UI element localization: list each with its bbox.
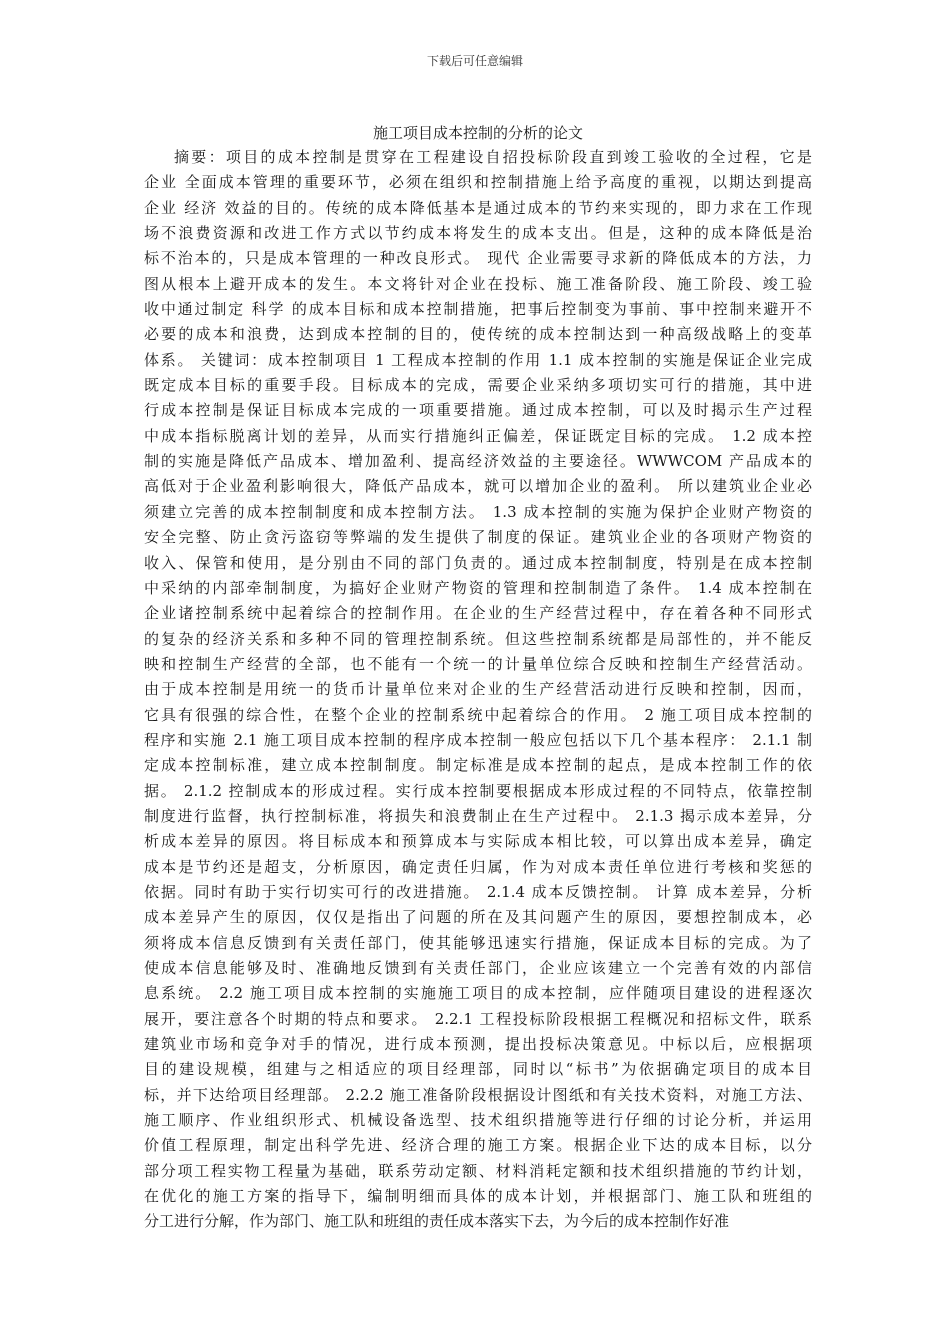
document-paragraph [144,145,812,1235]
text-line: 分工进行分解，作为部门、施工队和班组的责任成本落实下去，为今后的成本控制作好准 [144,1212,730,1231]
text-line: 目的建设规模，组建与之相适应的项目经理部，同时以“标书”为依据确定项目的成本目 [144,1060,812,1079]
text-line: 价值工程原理，制定出科学先进、经济合理的施工方案。根据企业下达的成本目标，以分 [144,1136,812,1155]
document-title: 施工项目成本控制的分析的论文 [372,124,583,142]
text-line: 场不浪费资源和改进工作方式以节约成本将发生的成本支出。但是，这种的成本降低是治 [144,224,812,243]
text-line: 映和控制生产经营的全部，也不能有一个统一的计量单位综合反映和控制生产经营活动。 [144,654,812,673]
text-line: 程序和实施 2.1 施工项目成本控制的程序成本控制一般应包括以下几个基本程序： 2.1.1 制 [144,730,812,749]
text-line: 析成本差异的原因。将目标成本和预算成本与实际成本相比较，可以算出成本差异，确定 [144,832,812,851]
text-line: 收入、保管和使用，是分别由不同的部门负责的。通过成本控制制度，特别是在成本控制 [144,553,812,572]
text-line: 中采纳的内部牵制制度，为搞好企业财产物资的管理和控制制造了条件。 1.4 成本控制在 [144,578,812,597]
text-line: 体系。 关键词：成本控制项目 1 工程成本控制的作用 1.1 成本控制的实施是保证企业完成 [144,350,812,369]
text-line: 制度进行监督，执行控制标准，将损失和浪费制止在生产过程中。 2.1.3 揭示成本差异，分 [144,806,812,825]
text-line: 企业诸控制系统中起着综合的控制作用。在企业的生产经营过程中，存在着各种不同形式 [144,604,812,623]
text-line: 的复杂的经济关系和多种不同的管理控制系统。但这些控制系统都是局部性的，并不能反 [144,629,812,648]
text-line: 成本是节约还是超支，分析原因，确定责任归属，作为对成本责任单位进行考核和奖惩的 [144,857,812,876]
text-line: 标不治本的，只是成本管理的一种改良形式。 现代 企业需要寻求新的降低成本的方法，力 [144,249,812,268]
text-line: 部分项工程实物工程量为基础，联系劳动定额、材料消耗定额和技术组织措施的节约计划， [144,1161,812,1180]
text-line: 息系统。 2.2 施工项目成本控制的实施施工项目的成本控制，应伴随项目建设的进程逐次 [144,984,812,1003]
text-line: 制的实施是降低产品成本、增加盈利、提高经济效益的主要途径。WWWCOM 产品成本的 [144,452,812,471]
text-line: 企业 经济 效益的目的。传统的成本降低基本是通过成本的节约来实现的，即力求在工作现 [144,198,812,217]
document-body [144,121,812,1235]
text-line: 企业 全面成本管理的重要环节，必须在组织和控制措施上给予高度的重视，以期达到提高 [144,173,812,192]
text-line: 行成本控制是保证目标成本完成的一项重要措施。通过成本控制，可以及时揭示生产过程 [144,401,812,420]
text-line: 使成本信息能够及时、准确地反馈到有关责任部门，企业应该建立一个完善有效的内部信 [144,959,812,977]
text-line: 摘要：项目的成本控制是贯穿在工程建设自招投标阶段直到竣工验收的全过程，它是 [174,148,812,166]
text-line: 须建立完善的成本控制制度和成本控制方法。 1.3 成本控制的实施为保护企业财产物资的 [144,502,812,521]
text-line: 必要的成本和浪费，达到成本控制的目的，使传统的成本控制达到一种高级战略上的变革 [144,325,812,344]
text-line: 既定成本目标的重要手段。目标成本的完成，需要企业采纳多项切实可行的措施，其中进 [144,376,812,395]
text-line: 须将成本信息反馈到有关责任部门，使其能够迅速实行措施，保证成本目标的完成。为了 [144,933,812,952]
text-line: 高低对于企业盈利影响很大，降低产品成本，就可以增加企业的盈利。 所以建筑业企业必 [144,477,812,496]
text-line: 依据。同时有助于实行切实可行的改进措施。 2.1.4 成本反馈控制。 计算 成本差异，分析 [144,882,812,901]
page-header-note: 下载后可任意编辑 [426,54,523,68]
text-line: 标，并下达给项目经理部。 2.2.2 施工准备阶段根据设计图纸和有关技术资料，对施工方法、 [144,1085,812,1104]
text-line: 定成本控制标准，建立成本控制制度。制定标准是成本控制的起点，是成本控制工作的依 [144,756,812,775]
text-line: 在优化的施工方案的指导下，编制明细而具体的成本计划，并根据部门、施工队和班组的 [144,1187,812,1206]
text-line: 收中通过制定 科学 的成本目标和成本控制措施，把事后控制变为事前、事中控制来避开不 [144,300,812,319]
text-line: 成本差异产生的原因，仅仅是指出了问题的所在及其问题产生的原因，要想控制成本，必 [144,908,812,927]
text-line: 施工顺序、作业组织形式、机械设备选型、技术组织措施等进行仔细的讨论分析，并运用 [144,1111,812,1130]
text-line: 据。 2.1.2 控制成本的形成过程。实行成本控制要根据成本形成过程的不同特点，依靠控制 [144,781,812,800]
text-line: 由于成本控制是用统一的货币计量单位来对企业的生产经营活动进行反映和控制，因而， [144,680,812,699]
text-line: 安全完整、防止贪污盗窃等弊端的发生提供了制度的保证。建筑业企业的各项财产物资的 [144,528,812,547]
text-line: 图从根本上避开成本的发生。本文将针对企业在投标、施工准备阶段、施工阶段、竣工验 [144,274,812,293]
text-line: 中成本指标脱离计划的差异，从而实行措施纠正偏差，保证既定目标的完成。 1.2 成本控 [144,426,812,445]
text-line: 建筑业市场和竞争对手的情况，进行成本预测，提出投标决策意见。中标以后，应根据项 [144,1035,812,1054]
text-line: 它具有很强的综合性，在整个企业的控制系统中起着综合的作用。 2 施工项目成本控制的 [144,705,812,724]
text-line: 展开，要注意各个时期的特点和要求。 2.2.1 工程投标阶段根据工程概况和招标文件，联系 [144,1009,812,1028]
